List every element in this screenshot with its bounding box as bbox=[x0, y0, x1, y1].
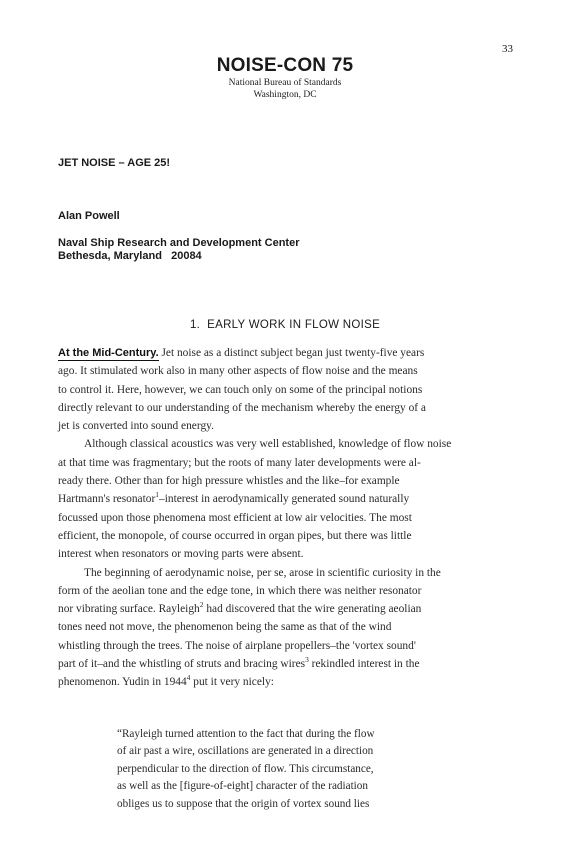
author-affiliation bbox=[58, 237, 299, 263]
text-line: efficient, the monopole, of course occurred in organ pipes, but there was little bbox=[58, 529, 412, 542]
text-line: jet is converted into sound energy. bbox=[58, 420, 214, 433]
footnote-ref: 3 bbox=[305, 655, 309, 665]
text-run: part of it–and the whistling of struts and bracing wires bbox=[58, 658, 306, 671]
footnote-ref: 2 bbox=[199, 600, 204, 610]
text-line: to control it. Here, however, we can touch only on some of the principal notions bbox=[58, 383, 423, 396]
text-line: whistling through the trees. The noise of airplane propellers–the 'vortex sound' bbox=[58, 639, 416, 652]
quote-line: perpendicular to the direction of flow. This circumstance, bbox=[117, 762, 374, 775]
page-number: 33 bbox=[502, 43, 513, 55]
text-line bbox=[58, 344, 514, 362]
text-line: at that time was fragmentary; but the roots of many later developments were al- bbox=[58, 456, 421, 469]
text-run: had discovered that the wire generating aeolian bbox=[203, 603, 422, 616]
text-run: put it very nicely: bbox=[190, 676, 274, 689]
text-line: ready there. Other than for high pressure whistles and the like–for example bbox=[58, 475, 400, 488]
paragraph-lead: At the Mid-Century. bbox=[58, 347, 159, 359]
block-quote bbox=[117, 726, 517, 813]
paper-title: JET NOISE – AGE 25! bbox=[58, 157, 171, 169]
text-line: ago. It stimulated work also in many other aspects of flow noise and the means bbox=[58, 365, 418, 378]
text-line bbox=[58, 655, 514, 673]
quote-line: “Rayleigh turned attention to the fact that during the flow bbox=[117, 728, 375, 740]
conference-location: Washington, DC bbox=[253, 90, 317, 100]
text-run: Jet noise as a distinct subject began just twenty-five years bbox=[158, 347, 425, 359]
text-line: tones need not move, the phenomenon being the same as that of the wind bbox=[58, 621, 392, 634]
author-name: Alan Powell bbox=[58, 210, 120, 222]
footnote-ref: 4 bbox=[186, 673, 191, 683]
affiliation-line: Bethesda, Maryland 20084 bbox=[58, 250, 202, 262]
text-run: Hartmann's resonator bbox=[58, 493, 156, 506]
text-line: directly relevant to our understanding of the mechanism whereby the energy of a bbox=[58, 401, 426, 414]
text-run: phenomenon. Yudin in 1944 bbox=[58, 676, 187, 689]
text-line bbox=[58, 600, 514, 618]
text-run: –interest in aerodynamically generated sound naturally bbox=[159, 493, 410, 506]
text-line bbox=[58, 673, 514, 691]
quote-line: obliges us to suppose that the origin of vortex sound lies bbox=[117, 797, 370, 810]
text-line: Although classical acoustics was very well established, knowledge of flow noise bbox=[84, 438, 452, 451]
affiliation-line: Naval Ship Research and Development Center bbox=[58, 237, 300, 249]
text-line: form of the aeolian tone and the edge tone, in which there was neither resonator bbox=[58, 584, 422, 597]
conference-title: NOISE-CON 75 bbox=[216, 55, 354, 76]
conference-header bbox=[0, 55, 570, 101]
text-run: nor vibrating surface. Rayleigh bbox=[58, 603, 200, 616]
conference-org: National Bureau of Standards bbox=[228, 78, 342, 88]
text-run: rekindled interest in the bbox=[308, 658, 420, 671]
quote-line: of air past a wire, oscillations are generated in a direction bbox=[117, 745, 374, 758]
text-line: The beginning of aerodynamic noise, per se, arose in scientific curiosity in the bbox=[84, 566, 441, 579]
text-line: focussed upon those phenomena most efficient at low air velocities. The most bbox=[58, 511, 412, 524]
body-text bbox=[58, 344, 514, 692]
text-line bbox=[58, 490, 514, 508]
text-line: interest when resonators or moving parts were absent. bbox=[58, 548, 304, 561]
section-heading: 1. EARLY WORK IN FLOW NOISE bbox=[189, 319, 381, 331]
footnote-ref: 1 bbox=[155, 490, 160, 500]
quote-line: as well as the [figure-of-eight] character of the radiation bbox=[117, 780, 368, 793]
